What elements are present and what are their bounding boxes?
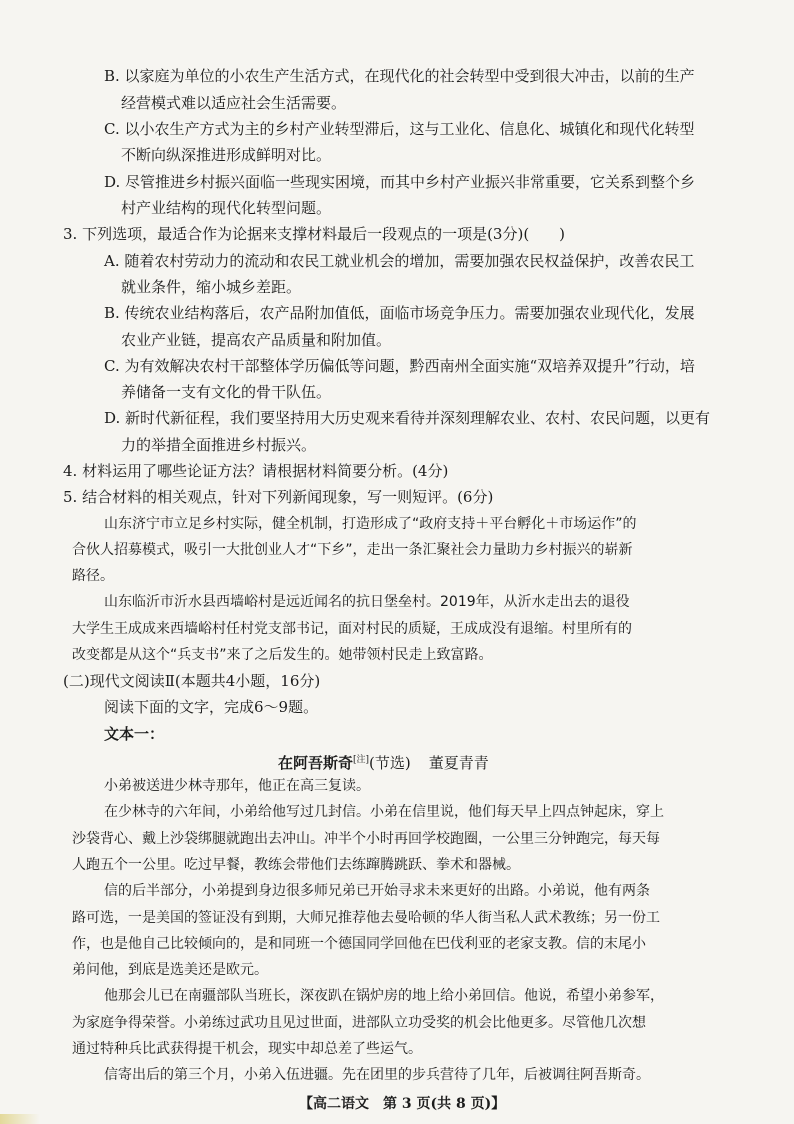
story-p4-line1: 他那会儿已在南疆部队当班长，深夜趴在锅炉房的地上给小弟回信。他说，希望小弟参军， xyxy=(104,988,664,1004)
story-p5-line1: 信寄出后的第三个月，小弟入伍进疆。先在团里的步兵营待了几年，后被调往阿吾斯奇。 xyxy=(104,1067,650,1083)
q3-option-d-line2: 力的举措全面推进乡村振兴。 xyxy=(121,436,317,454)
q3-option-c-line1: C. 为有效解决农村干部整体学历偏低等问题，黔西南州全面实施“双培养双提升”行动，培 xyxy=(104,357,695,375)
story-p3-line4: 弟问他，到底是选美还是欧元。 xyxy=(72,962,268,978)
section2-heading: (二)现代文阅读Ⅱ(本题共4小题，16分) xyxy=(63,672,321,690)
news2-line2: 大学生王成成来西墙峪村任村党支部书记，面对村民的质疑，王成成没有退缩。村里所有的 xyxy=(72,621,632,637)
story-p3-line2: 路可选，一是美国的签证没有到期，大师兄推荐他去曼哈顿的华人街当私人武术教练；另一份工 xyxy=(72,910,660,926)
q4-stem: 4. 材料运用了哪些论证方法？请根据材料简要分析。(4分) xyxy=(63,462,449,480)
story-p4-line2: 为家庭争得荣誉。小弟练过武功且见过世面，进部队立功受奖的机会比他更多。尽管他几次想 xyxy=(72,1015,646,1031)
q2-option-b-line2: 经营模式难以适应社会生活需要。 xyxy=(121,94,347,112)
article-title-line xyxy=(278,750,489,770)
section2-instruction: 阅读下面的文字，完成6～9题。 xyxy=(104,698,319,716)
news1-line2: 合伙人招募模式，吸引一大批创业人才“下乡”，走出一条汇聚社会力量助力乡村振兴的崭新 xyxy=(72,542,633,558)
news1-line1: 山东济宁市立足乡村实际，健全机制，打造形成了“政府支持＋平台孵化＋市场运作”的 xyxy=(104,516,637,532)
story-p3-line3: 作，也是他自己比较倾向的，是和同班一个德国同学回他在巴伐利亚的老家支教。信的末尾小 xyxy=(72,936,646,952)
story-p4-line3: 通过特种兵比武获得提干机会，现实中却总差了些运气。 xyxy=(72,1041,422,1057)
note-mark: [注] xyxy=(353,755,370,765)
q2-option-c-line2: 不断向纵深推进形成鲜明对比。 xyxy=(121,146,332,164)
story-p2-line1: 在少林寺的六年间，小弟给他写过几封信。小弟在信里说，他们每天早上四点钟起床，穿上 xyxy=(104,804,664,820)
news2-line3: 改变都是从这个“兵支书”来了之后发生的。她带领村民走上致富路。 xyxy=(72,647,493,663)
scan-edge-mark xyxy=(0,1114,40,1124)
story-p3-line1: 信的后半部分，小弟提到身边很多师兄弟已开始寻求未来更好的出路。小弟说，他有两条 xyxy=(104,883,650,899)
q3-option-a-line1: A. 随着农村劳动力的流动和农民工就业机会的增加，需要加强农民权益保护，改善农民工 xyxy=(104,252,695,270)
news1-line3: 路径。 xyxy=(72,568,114,584)
story-p2-line3: 人跑五个一公里。吃过早餐，教练会带他们去练蹿腾跳跃、拳术和器械。 xyxy=(72,857,520,873)
article-title: 在阿吾斯奇 xyxy=(278,754,354,772)
q5-stem: 5. 结合材料的相关观点，针对下列新闻现象，写一则短评。(6分) xyxy=(63,488,494,506)
q2-option-d-line1: D. 尽管推进乡村振兴面临一些现实困境，而其中乡村产业振兴非常重要，它关系到整个乡 xyxy=(104,173,696,191)
q3-option-b-line2: 农业产业链，提高农产品质量和附加值。 xyxy=(121,331,392,349)
article-author: 董夏青青 xyxy=(428,754,489,772)
q3-option-c-line2: 养储备一支有文化的骨干队伍。 xyxy=(121,383,332,401)
story-p2-line2: 沙袋背心、戴上沙袋绑腿就跑出去冲山。冲半个小时再回学校跑圈，一公里三分钟跑完，每天每 xyxy=(72,831,660,847)
q2-option-d-line2: 村产业结构的现代化转型问题。 xyxy=(121,199,332,217)
page-footer: 【高二语文 第 3 页(共 8 页)】 xyxy=(299,1096,506,1112)
q2-option-c-line1: C. 以小农生产方式为主的乡村产业转型滞后，这与工业化、信息化、城镇化和现代化转型 xyxy=(104,120,695,138)
text1-label: 文本一： xyxy=(104,725,165,743)
q2-option-b-line1: B. 以家庭为单位的小农生产生活方式，在现代化的社会转型中受到很大冲击，以前的生产 xyxy=(104,67,695,85)
excerpt-label: (节选) xyxy=(369,754,411,772)
q3-option-a-line2: 就业条件，缩小城乡差距。 xyxy=(121,278,302,296)
story-p1-line1: 小弟被送进少林寺那年，他正在高三复读。 xyxy=(104,778,370,794)
q3-stem: 3. 下列选项，最适合作为论据来支撑材料最后一段观点的一项是(3分)( ) xyxy=(63,225,566,243)
q3-option-b-line1: B. 传统农业结构落后，农产品附加值低，面临市场竞争压力。需要加强农业现代化，发展 xyxy=(104,304,695,322)
q3-option-d-line1: D. 新时代新征程，我们要坚持用大历史观来看待并深刻理解农业、农村、农民问题，以更有 xyxy=(104,409,711,427)
news2-line1: 山东临沂市沂水县西墙峪村是远近闻名的抗日堡垒村。2019年，从沂水走出去的退役 xyxy=(104,594,630,610)
